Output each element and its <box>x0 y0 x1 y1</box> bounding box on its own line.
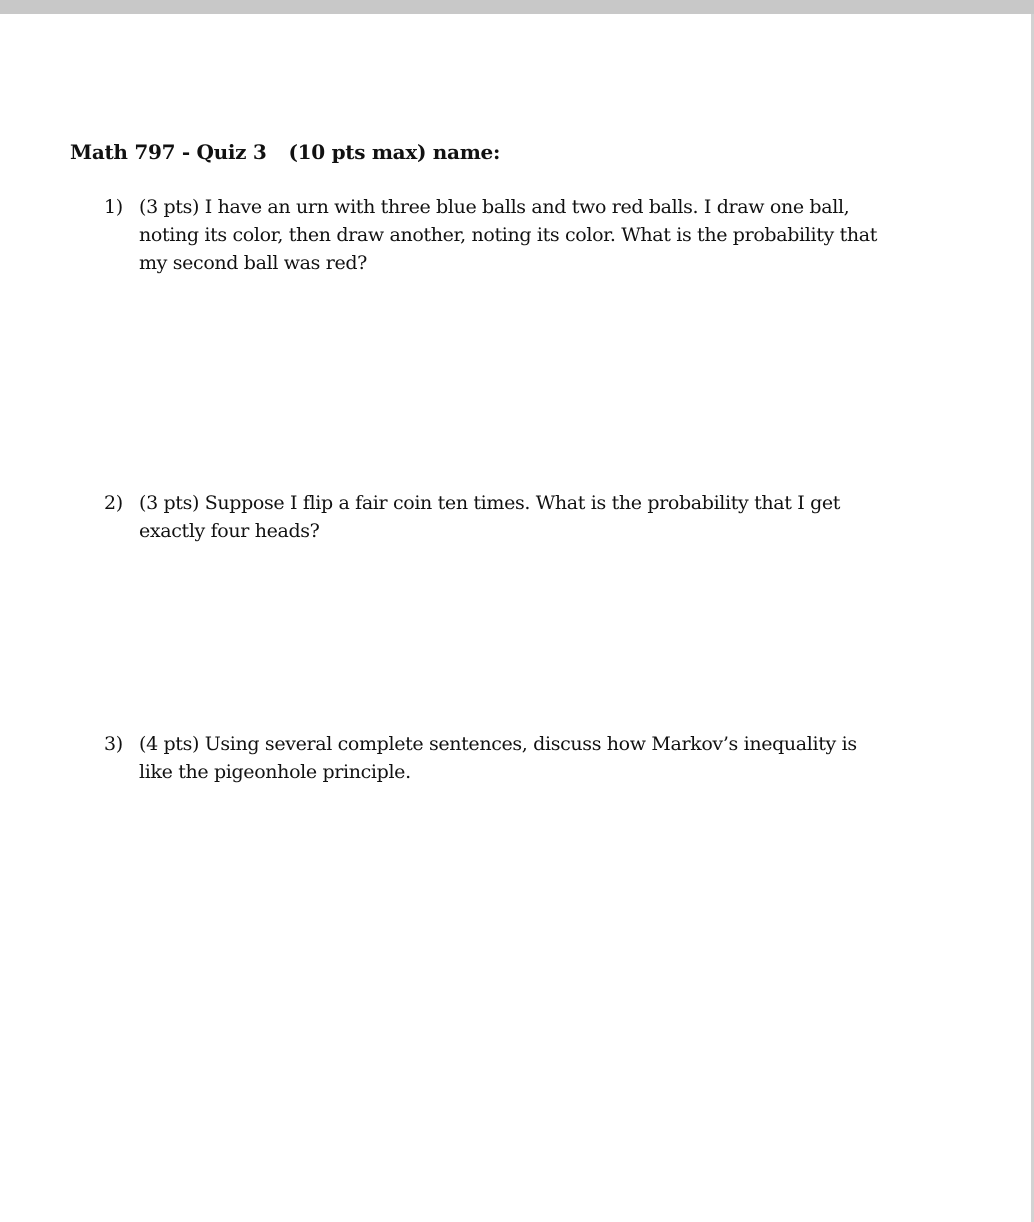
question-number: 2) <box>104 492 123 514</box>
question-2 <box>104 489 894 545</box>
quiz-header <box>70 140 500 164</box>
question-text: (4 pts) Using several complete sentences, discuss how Markov’s inequality is like the pigeonhole principle. <box>139 733 857 783</box>
question-number: 1) <box>104 196 123 218</box>
question-text: (3 pts) I have an urn with three blue balls and two red balls. I draw one ball, noting its color, then draw another, noting its color. What is the probability that my second ball was red? <box>139 196 878 274</box>
question-number: 3) <box>104 733 123 755</box>
question-1 <box>104 193 894 277</box>
question-text: (3 pts) Suppose I flip a fair coin ten times. What is the probability that I get exactly four heads? <box>139 492 841 542</box>
quiz-title: Math 797 - Quiz 3 <box>70 140 267 164</box>
viewer-top-bar <box>0 0 1034 14</box>
quiz-points-name: (10 pts max) name: <box>288 140 501 164</box>
question-3 <box>104 730 894 786</box>
